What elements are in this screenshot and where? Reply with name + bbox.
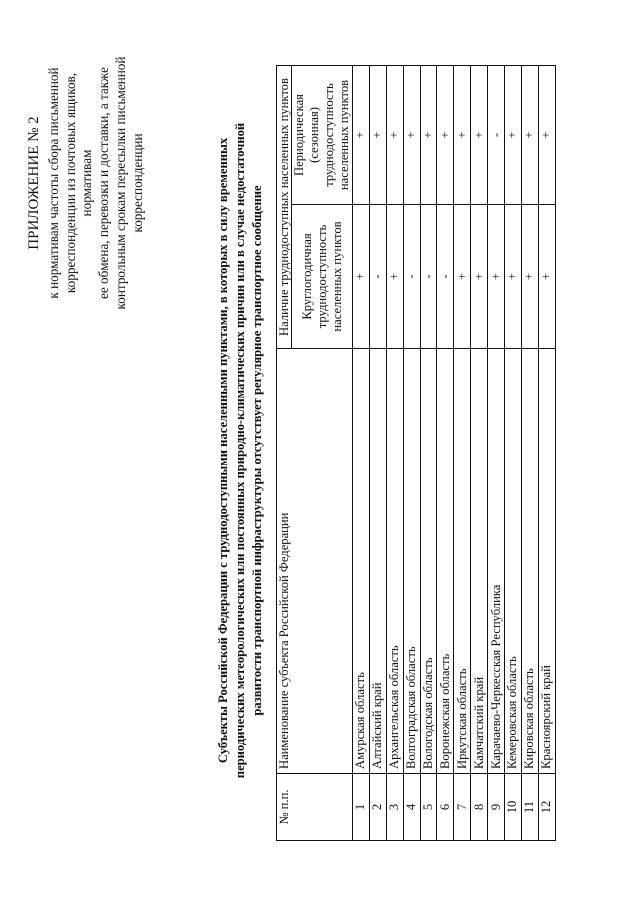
- row-year-round-mark: -: [403, 204, 420, 348]
- row-seasonal-mark: +: [420, 65, 437, 204]
- header-name: Наименование субъекта Российской Федерации: [277, 348, 353, 773]
- row-number: 11: [521, 773, 538, 840]
- header-seasonal-line: населенных пунктов: [337, 79, 351, 190]
- appendix-line: корреспонденции из почтовых ящиков, нормативам: [62, 72, 95, 293]
- row-year-round-mark: -: [437, 204, 454, 348]
- header-group: Наличие труднодоступных населенных пунктов: [277, 65, 292, 348]
- row-subject-name: Красноярский край: [538, 348, 555, 773]
- row-year-round-mark: +: [505, 204, 522, 348]
- row-subject-name: Камчатский край: [471, 348, 488, 773]
- header-seasonal-line: труднодоступность: [322, 82, 336, 187]
- document-heading: [215, 43, 266, 858]
- row-seasonal-mark: +: [369, 65, 386, 204]
- row-seasonal-mark: +: [454, 65, 471, 204]
- heading-line: периодических метеорологических или постоянных природно-климатических причин или в случае недостаточной: [233, 122, 247, 778]
- header-year-round-line: населенных пунктов: [329, 220, 344, 332]
- table-row: [369, 65, 386, 840]
- rotated-page: [0, 18, 640, 888]
- row-seasonal-mark: +: [471, 65, 488, 204]
- appendix-block: [26, 38, 147, 328]
- table-row: [437, 65, 454, 840]
- table-row: [538, 65, 555, 840]
- row-year-round-mark: +: [538, 204, 555, 348]
- row-number: 2: [369, 773, 386, 840]
- heading-line: Субъекты Российской Федерации с труднодоступными населенными пунктами, в которых в силу временных: [216, 137, 230, 763]
- table-row: [488, 65, 505, 840]
- table-row: [471, 65, 488, 840]
- table-row: [521, 65, 538, 840]
- row-number: 10: [505, 773, 522, 840]
- table-row: [505, 65, 522, 840]
- header-seasonal: [292, 65, 353, 204]
- row-year-round-mark: +: [471, 204, 488, 348]
- table-row: [403, 65, 420, 840]
- row-seasonal-mark: +: [386, 65, 403, 204]
- row-year-round-mark: -: [420, 204, 437, 348]
- row-year-round-mark: +: [521, 204, 538, 348]
- row-subject-name: Карачаево-Черкесская Республика: [488, 348, 505, 773]
- row-year-round-mark: -: [369, 204, 386, 348]
- appendix-line: ее обмена, перевозки и доставки, а также: [96, 66, 112, 299]
- row-seasonal-mark: +: [505, 65, 522, 204]
- row-number: 5: [420, 773, 437, 840]
- row-subject-name: Кировская область: [521, 348, 538, 773]
- row-subject-name: Кемеровская область: [505, 348, 522, 773]
- header-year-round: [292, 204, 353, 348]
- row-subject-name: Иркутская область: [454, 348, 471, 773]
- row-year-round-mark: +: [454, 204, 471, 348]
- row-number: 7: [454, 773, 471, 840]
- heading-line: развитости транспортной инфраструктуры отсутствует регулярное транспортное сообщение: [250, 184, 264, 716]
- row-subject-name: Амурская область: [353, 348, 370, 773]
- row-subject-name: Алтайский край: [369, 348, 386, 773]
- row-seasonal-mark: +: [437, 65, 454, 204]
- row-seasonal-mark: +: [521, 65, 538, 204]
- row-number: 4: [403, 773, 420, 840]
- table-row: [420, 65, 437, 840]
- row-subject-name: Волгоградская область: [403, 348, 420, 773]
- table-body: [353, 65, 556, 840]
- header-num: № п.п.: [277, 773, 353, 840]
- row-subject-name: Вологодская область: [420, 348, 437, 773]
- row-seasonal-mark: -: [488, 65, 505, 204]
- row-number: 12: [538, 773, 555, 840]
- row-subject-name: Воронежская область: [437, 348, 454, 773]
- row-number: 6: [437, 773, 454, 840]
- row-seasonal-mark: +: [538, 65, 555, 204]
- table-header-row: [277, 65, 292, 840]
- row-year-round-mark: +: [386, 204, 403, 348]
- row-number: 3: [386, 773, 403, 840]
- header-year-round-line: труднодоступность: [314, 224, 329, 328]
- row-seasonal-mark: +: [403, 65, 420, 204]
- row-number: 8: [471, 773, 488, 840]
- row-number: 1: [353, 773, 370, 840]
- row-subject-name: Архангельская область: [386, 348, 403, 773]
- header-seasonal-line: Периодическая (сезонная): [292, 93, 321, 176]
- table-row: [454, 65, 471, 840]
- row-number: 9: [488, 773, 505, 840]
- appendix-line: контрольным срокам пересылки письменной: [112, 56, 128, 309]
- table-row: [353, 65, 370, 840]
- appendix-line: к нормативам частоты сбора письменной: [45, 66, 61, 299]
- appendix-title: ПРИЛОЖЕНИЕ № 2: [26, 115, 42, 250]
- row-seasonal-mark: +: [353, 65, 370, 204]
- appendix-line: корреспонденции: [129, 132, 145, 233]
- table-row: [386, 65, 403, 840]
- row-year-round-mark: +: [488, 204, 505, 348]
- header-year-round-line: Круглогодичная: [299, 232, 314, 320]
- row-year-round-mark: +: [353, 204, 370, 348]
- subjects-table: [276, 65, 556, 841]
